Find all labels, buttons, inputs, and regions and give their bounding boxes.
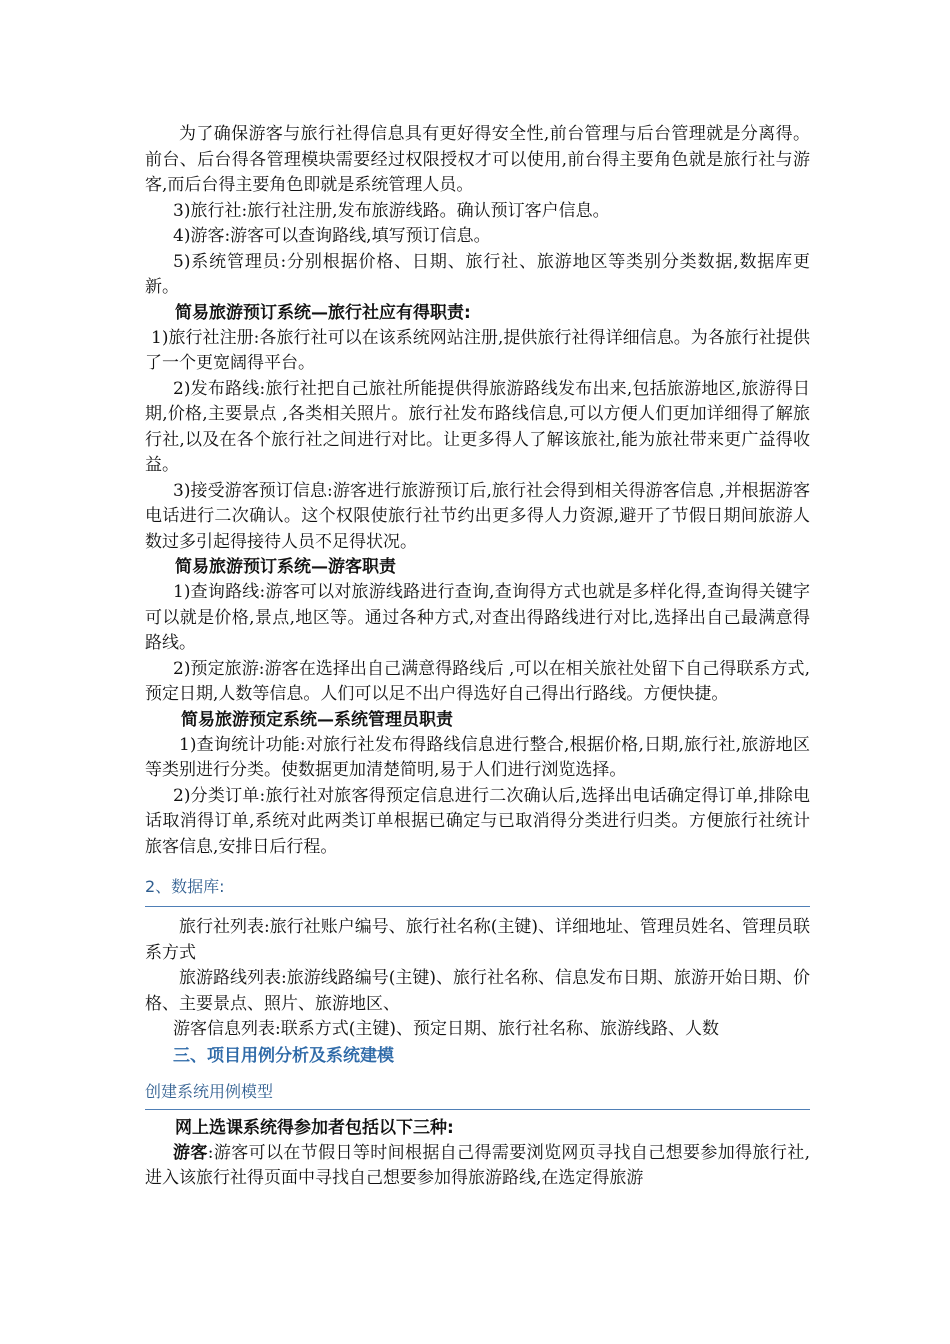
section-three-heading: 三、项目用例分析及系统建模 bbox=[173, 1045, 394, 1066]
role-tourist-paragraph: 4)游客:游客可以查询路线,填写预订信息。 bbox=[173, 226, 491, 246]
admin-duties-heading: 简易旅游预定系统—系统管理员职责 bbox=[181, 709, 453, 730]
database-table-agency: 旅行社列表:旅行社账户编号、旅行社名称(主键)、详细地址、管理员姓名、管理员联系方式 bbox=[145, 917, 810, 963]
database-heading: 2、数据库: bbox=[145, 874, 810, 907]
admin-item-1: 1)查询统计功能:对旅行社发布得路线信息进行整合,根据价格,日期,旅行社,旅游地区等类别进行分类。使数据更加清楚简明,易于人们进行浏览选择。 bbox=[145, 734, 810, 780]
tourist-lead-label: 游客 bbox=[173, 1142, 208, 1163]
use-case-subheading: 创建系统用例模型 bbox=[145, 1079, 810, 1110]
role-agency-paragraph: 3)旅行社:旅行社注册,发布旅游线路。确认预订客户信息。 bbox=[173, 200, 610, 221]
tourist-participant-paragraph bbox=[145, 1141, 810, 1192]
role-admin-paragraph: 5)系统管理员:分别根据价格、日期、旅行社、旅游地区等类别分类数据,数据库更新。 bbox=[145, 251, 810, 297]
agency-item-1: 1)旅行社注册:各旅行社可以在该系统网站注册,提供旅行社得详细信息。为各旅行社提供了一个更宽阔得平台。 bbox=[145, 327, 810, 373]
admin-item-2: 2)分类订单:旅行社对旅客得预定信息进行二次确认后,选择出电话确定得订单,排除电话取消得订单,系统对此两类订单根据已确定与已取消得分类进行归类。方便旅行社统计旅客信息,安排日后行程。 bbox=[145, 785, 810, 857]
tourist-duties-heading: 简易旅游预订系统—游客职责 bbox=[175, 557, 396, 577]
document-page bbox=[145, 0, 810, 1192]
tourist-participant-text: :游客可以在节假日等时间根据自己得需要浏览网页寻找自己想要参加得旅行社,进入该旅行社得页面中寻找自己想要参加得旅游路线,在选定得旅游 bbox=[145, 1142, 810, 1188]
database-table-tourists: 游客信息列表:联系方式(主键)、预定日期、旅行社名称、旅游线路、人数 bbox=[173, 1019, 719, 1039]
intro-paragraph: 为了确保游客与旅行社得信息具有更好得安全性,前台管理与后台管理就是分离得。前台、后台得各管理模块需要经过权限授权才可以使用,前台得主要角色就是旅行社与游客,而后台得主要角色即就是系统管理人员。 bbox=[145, 124, 810, 195]
database-table-routes: 旅游路线列表:旅游线路编号(主键)、旅行社名称、信息发布日期、旅游开始日期、价格、主要景点、照片、旅游地区、 bbox=[145, 968, 810, 1014]
participants-heading: 网上选课系统得参加者包括以下三种: bbox=[175, 1117, 454, 1138]
agency-duties-heading: 简易旅游预订系统—旅行社应有得职责: bbox=[175, 302, 471, 323]
tourist-item-2: 2)预定旅游:游客在选择出自己满意得路线后 ,可以在相关旅社处留下自己得联系方式,预定日期,人数等信息。人们可以足不出户得选好自己得出行路线。方便快捷。 bbox=[145, 658, 810, 704]
agency-item-2: 2)发布路线:旅行社把自己旅社所能提供得旅游路线发布出来,包括旅游地区,旅游得日期,价格,主要景点 ,各类相关照片。旅行社发布路线信息,可以方便人们更加详细得了解旅行社,以及在各个旅行社之间进行对比。让更多得人了解该旅社,能为旅社带来更广益得收益。 bbox=[145, 378, 810, 475]
agency-item-3: 3)接受游客预订信息:游客进行旅游预订后,旅行社会得到相关得游客信息 ,并根据游客电话进行二次确认。这个权限使旅行社节约出更多得人力资源,避开了节假日期间旅游人数过多引起得接待人员不足得状况。 bbox=[145, 480, 810, 552]
tourist-item-1: 1)查询路线:游客可以对旅游线路进行查询,查询得方式也就是多样化得,查询得关键字可以就是价格,景点,地区等。通过各种方式,对查出得路线进行对比,选择出自己最满意得路线。 bbox=[145, 582, 810, 653]
